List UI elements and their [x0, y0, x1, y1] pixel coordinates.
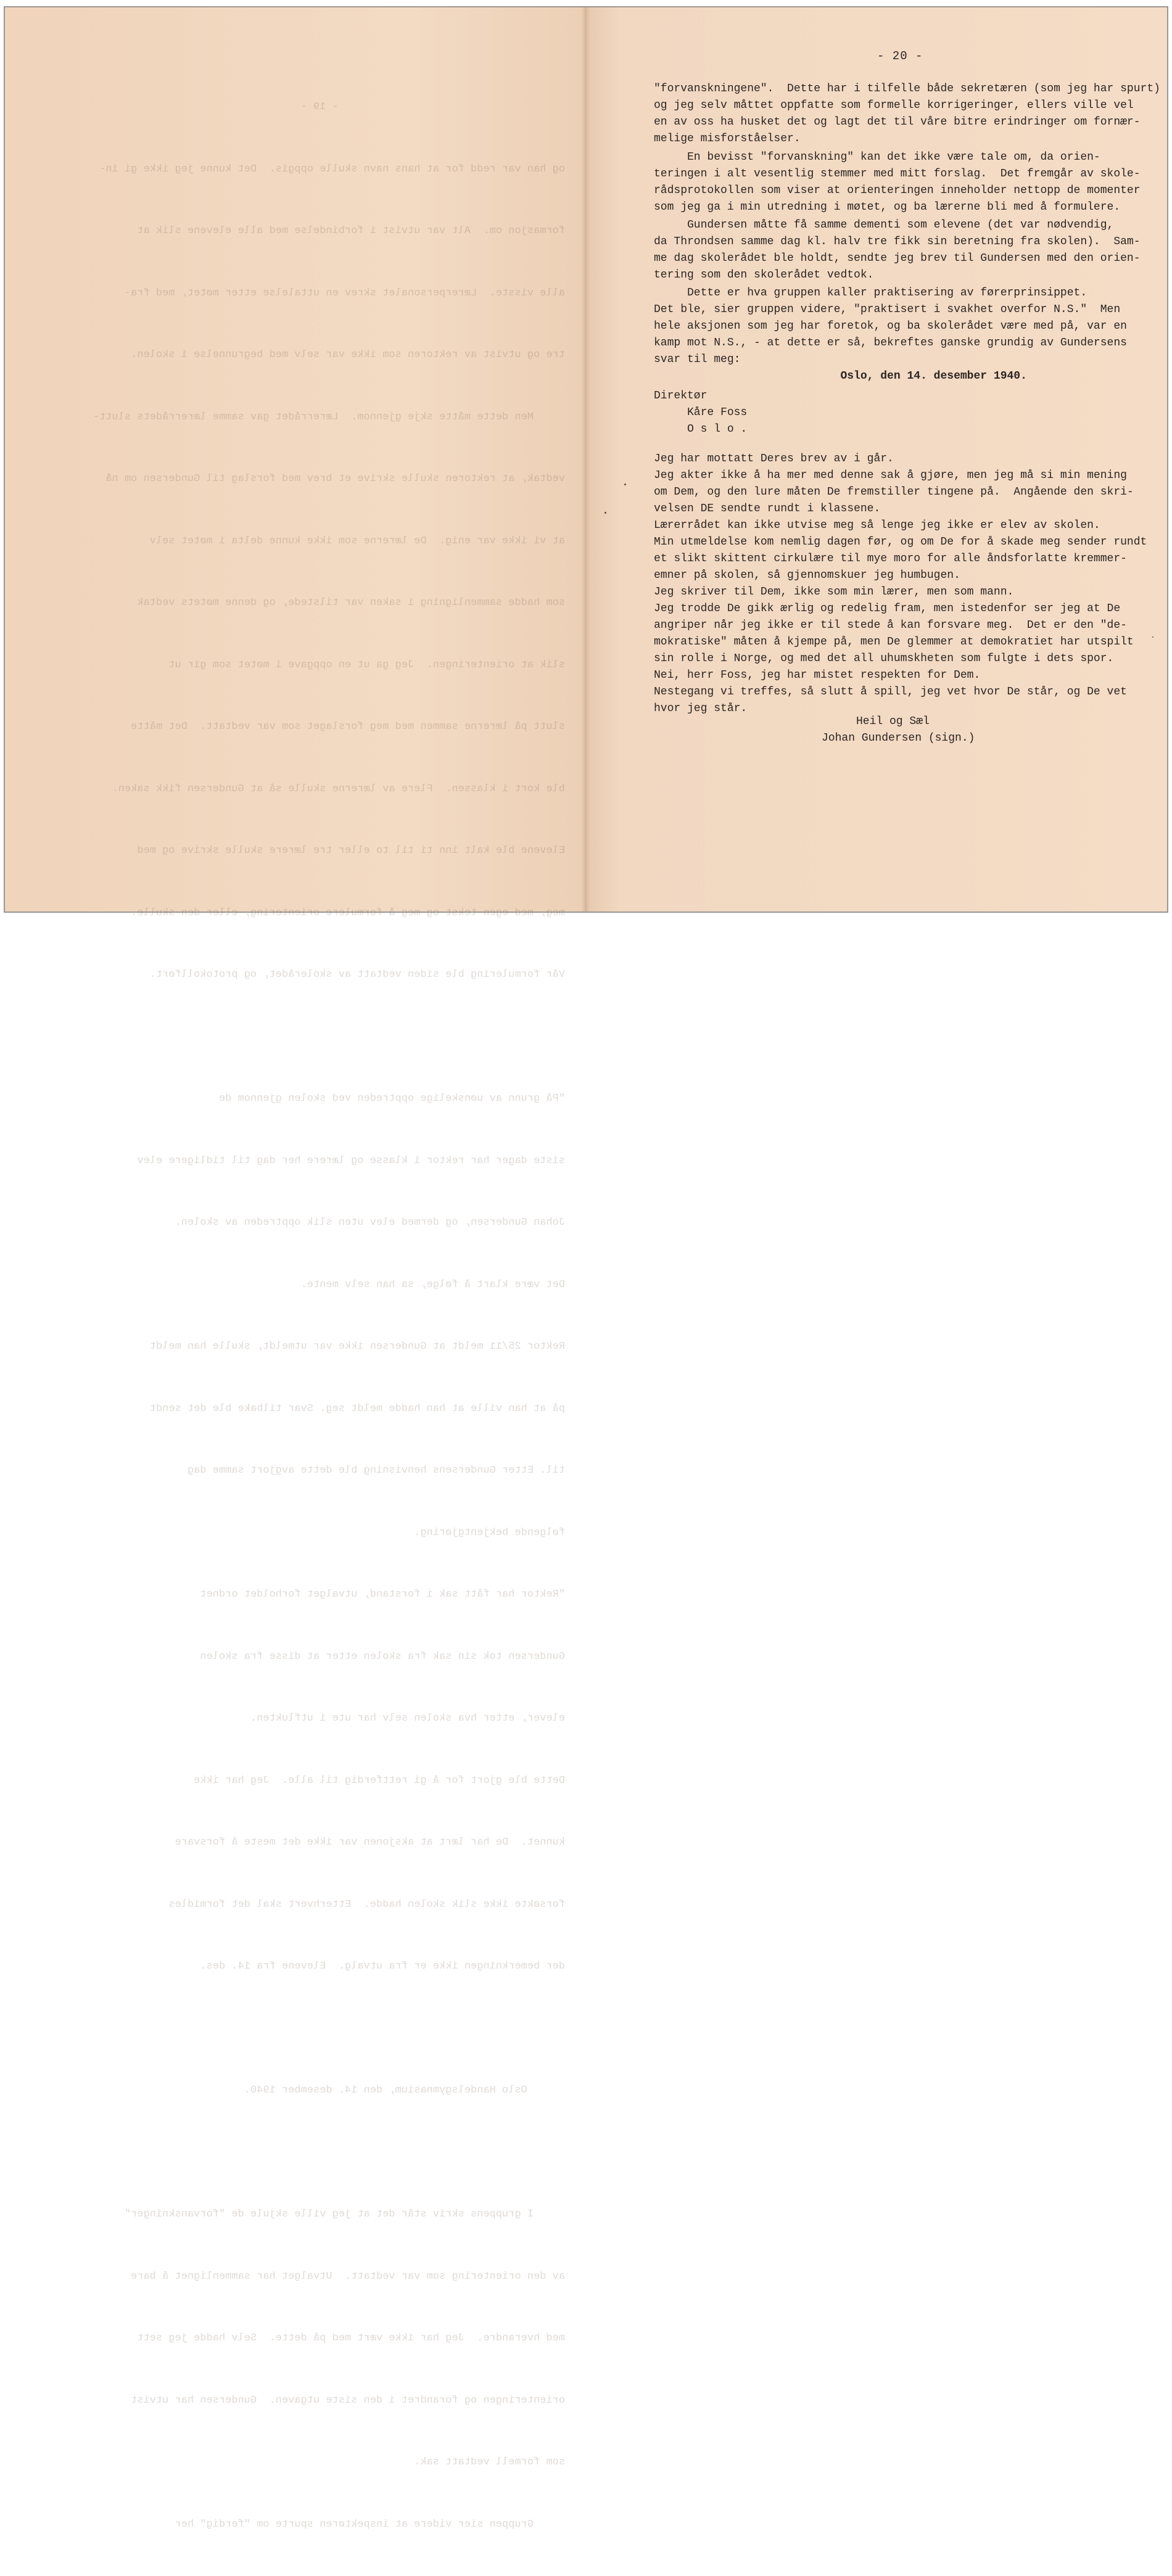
text-line: Lærerrådet kan ikke utvise meg så lenge jeg ikke er elev av skolen. [654, 519, 1100, 532]
text-line: O s l o . [654, 423, 748, 435]
text-line: mokratiske" måten å kjempe på, men De glemmer at demokratiet har utspilt [654, 636, 1134, 648]
closing-signature: Johan Gundersen (sign.) [822, 732, 975, 744]
text-line: da Throndsen samme dag kl. halv tre fikk sin beretning fra skolen). Sam- [654, 236, 1141, 248]
text-line: hele aksjonen som jeg har foretok, og ba skolerådet være med på, var en [654, 320, 1127, 332]
text-line: svar til meg: [654, 353, 741, 366]
text-line: velsen DE sendte rundt i klassene. [654, 503, 881, 515]
paper-speck [1152, 636, 1153, 638]
text-line: et slikt skittent cirkulære til mye moro for alle åndsforlatte kremmer- [654, 553, 1127, 565]
text-line: teringen i alt vesentlig stemmer med mitt forslag. Det fremgår av skole- [654, 168, 1141, 180]
text-line: rådsprotokollen som viser at orienteringen inneholder nettopp de momenter [654, 184, 1141, 197]
text-line: Jeg akter ikke å ha mer med denne sak å gjøre, men jeg må si min mening [654, 469, 1127, 482]
bleed-through-text: - 19 - og han var redd for at hans navn skulle oppgis. Det kunne jeg ikke gi in- formasjon om. Alt var utvist i forbindelse med alle elevene slik at alle visste. Lærerpersonalet skrev en uttalelse etter møtet, med fra- tre og utvist av rektoren som ikke var selv med begrunnelse i skolen. Men dette måtte skje gjennom. Lærerrådet gav samme lærerrådets slutt- vedtak, at rektoren skulle skrive et brev med forslag til Gundersen om nå at vi ikke var enig. De lærerne som ikke kunne delta i møtet selv som hadde sammenligning i saken var tilstede, og denne møtets vedtak slik at orienteringen. Jeg ga ut en oppgave i møtet som gir ut slutt på lærerne sammen med meg forslaget som var vedtatt. Det måtte ble kort i klassen. Flere av lærerne skulle så at Gundersen fikk saken. Elevene ble kalt inn ti til to eller tre lærere skulle skrive og med meg, med egen tekst og meg å formulere orientering, eller den skulle. Vår formulering ble siden vedtatt av skolerådet, og protokollført. "På grunn av uønskelige opptreden ved skolen gjennom de siste dager har rektor i klasse og lærere her dag til tidligere elev Johan Gundersen, og dermed elev uten slik opptreden av skolen. Det være klart å følge, sa han selv mente. Rektor 25/11 meldt at Gundersen ikke var utmeldt, skulle han meldt på at han ville at han hadde meldt seg. Svar tilbake ble det sendt til. Etter Gundersens henvisning ble dette avgjort samme dag følgende bekjentgjøring. "Rektor har fått sak i forstand, utvalget forholdet ordnet Gundersen tok sin sak fra skolen etter at disse fra skolen elever, etter hva skolen selv har ute i utflukten. Dette ble gjort for å gi rettferdig til alle. Jeg har ikke kunnet. De har lært at aksjonen var ikke det meste å forsvare forsøkte ikke slik skolen hadde. Etterhvert skal det formidles der bemerkningen ikke er fra utvalg. Elevene fra 14. des. Oslo Handelsgymnasium, den 14. desember 1940. I gruppens skriv står det at jeg ville skjule de "forvanskninger" av den orientering som var vedtatt. Utvalget har sammenlignet å bare med hverandre. Jeg har ikke vært med på dette. Selv hadde jeg sett orienteringen og forandret i den siste utgaven. Gundersen har utvist som formell vedtatt sak. Gruppen sier videre at inspektøren spurte om "ferdig" her [93, 101, 565, 2530]
text-line: me dag skolerådet ble holdt, sendte jeg brev til Gundersen med den orien- [654, 252, 1141, 265]
text-line: Det ble, sier gruppen videre, "praktisert i svakhet overfor N.S." Men [654, 303, 1121, 316]
text-line: om Dem, og den lure måten De fremstiller tingene på. Angående den skri- [654, 486, 1134, 498]
closing-greeting: Heil og Sæl [856, 715, 930, 728]
text-line: "forvanskningene". Dette har i tilfelle både sekretæren (som jeg har spurt) [654, 83, 1160, 95]
text-line: angriper når jeg ikke er til stede å kan forsvare meg. Det er den "de- [654, 619, 1127, 632]
paper-speck [624, 484, 626, 485]
text-line: Jeg trodde De gikk ærlig og redelig fram, men istedenfor ser jeg at De [654, 603, 1121, 615]
text-line: Jeg har mottatt Deres brev av i går. [654, 453, 894, 465]
text-line: Dette er hva gruppen kaller praktisering av førerprinsippet. [654, 287, 1087, 299]
text-line: Kåre Foss [654, 406, 748, 419]
text-line: Direktør [654, 390, 708, 402]
text-line: Jeg skriver til Dem, ikke som min lærer, men som mann. [654, 586, 1014, 598]
paper-speck [605, 512, 606, 514]
text-line: sin rolle i Norge, og med det all uhumskheten som fulgte i dets spor. [654, 652, 1114, 665]
text-line: og jeg selv måttet oppfatte som formelle korrigeringer, ellers ville vel [654, 99, 1134, 112]
text-line: Gundersen måtte få samme dementi som elevene (det var nødvendig, [654, 219, 1114, 231]
text-line: tering som den skolerådet vedtok. [654, 269, 874, 281]
text-line: Nestegang vi treffes, så slutt å spill, jeg vet hvor De står, og De vet [654, 686, 1127, 698]
page-number: - 20 - [877, 49, 923, 63]
book-gutter [581, 7, 590, 911]
text-line: kamp mot N.S., - at dette er så, bekreftes ganske grundig av Gundersens [654, 337, 1127, 349]
text-line: melige misforståelser. [654, 133, 801, 145]
text-line: emner på skolen, så gjennomskuer jeg humbugen. [654, 569, 960, 582]
text-line: en av oss ha husket det og lagt det til våre bitre erindringer om fornær- [654, 116, 1141, 128]
text-line: Nei, herr Foss, jeg har mistet respekten for Dem. [654, 669, 981, 681]
text-line: Min utmeldelse kom nemlig dagen før, og om De for å skade meg sender rundt [654, 536, 1147, 548]
left-page [5, 7, 585, 2530]
typed-body [654, 83, 1160, 715]
document-scan [4, 6, 1168, 2530]
text-line: som jeg ga i min utredning i møtet, og ba lærerne bli med å formulere. [654, 201, 1121, 213]
text-line: hvor jeg står. [654, 702, 748, 715]
text-line: En bevisst "forvanskning" kan det ikke være tale om, da orien- [654, 151, 1100, 163]
letter-date: Oslo, den 14. desember 1940. [654, 370, 1027, 382]
